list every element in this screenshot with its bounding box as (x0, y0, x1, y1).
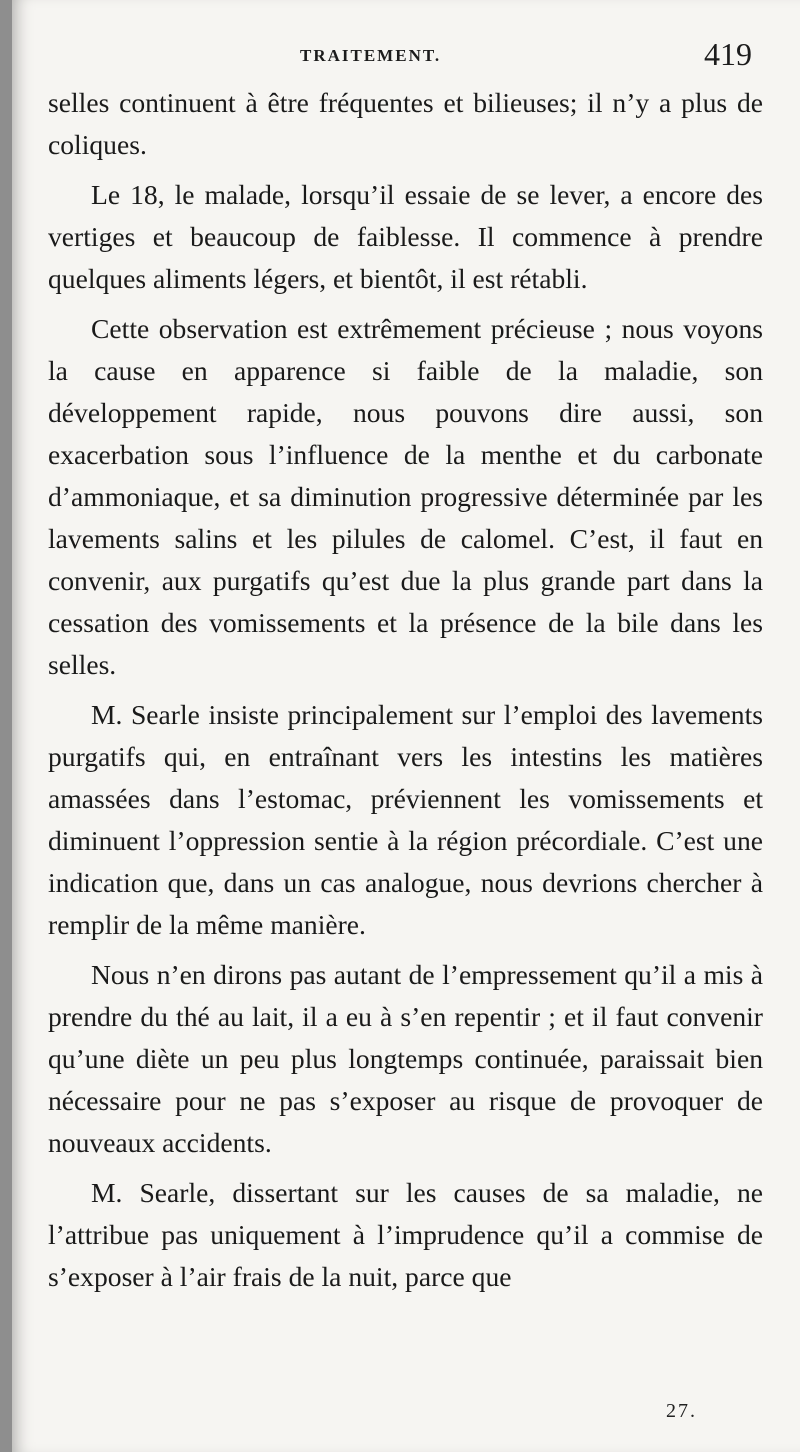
signature-mark: 27. (666, 1400, 697, 1422)
page-number: 419 (704, 36, 752, 72)
running-header (12, 36, 800, 80)
paragraph: M. Searle, dissertant sur les causes de sa maladie, ne l’attribue pas uniquement à l’imprudence qu’il a commise de s’exposer à l’air frais de la nuit, parce que (48, 1177, 763, 1292)
running-title: TRAITEMENT. (300, 46, 442, 65)
paragraph: M. Searle insiste principalement sur l’emploi des lavements purgatifs qui, en entraînant vers les intestins les matières amassées dans l’estomac, préviennent les vomissements et diminuent l’oppression sentie à la région précordiale. C’est une indication que, dans un cas analogue, nous devrions chercher à remplir de la même manière. (48, 699, 763, 940)
body-text (48, 82, 763, 1306)
paragraph: Nous n’en dirons pas autant de l’empressement qu’il a mis à prendre du thé au lait, il a eu à s’en repentir ; et il faut convenir qu’une diète un peu plus longtemps continuée, paraissait bien nécessaire pour ne pas s’exposer au risque de provoquer de nouveaux accidents. (48, 959, 763, 1158)
paragraph-continued: selles continuent à être fréquentes et bilieuses; il n’y a plus de coliques. (48, 87, 763, 160)
paragraph: Cette observation est extrêmement précieuse ; nous voyons la cause en apparence si faible de la maladie, son développement rapide, nous pouvons dire aussi, son exacerbation sous l’influence de la menthe et du carbonate d’ammoniaque, et sa diminution progressive déterminée par les lavements salins et les pilules de calomel. C’est, il faut en convenir, aux purgatifs qu’est due la plus grande part dans la cessation des vomissements et la présence de la bile dans les selles. (48, 313, 763, 680)
book-page (12, 0, 800, 1452)
paragraph: Le 18, le malade, lorsqu’il essaie de se lever, a encore des vertiges et beaucoup de faiblesse. Il commence à prendre quelques aliments légers, et bientôt, il est rétabli. (48, 179, 763, 294)
